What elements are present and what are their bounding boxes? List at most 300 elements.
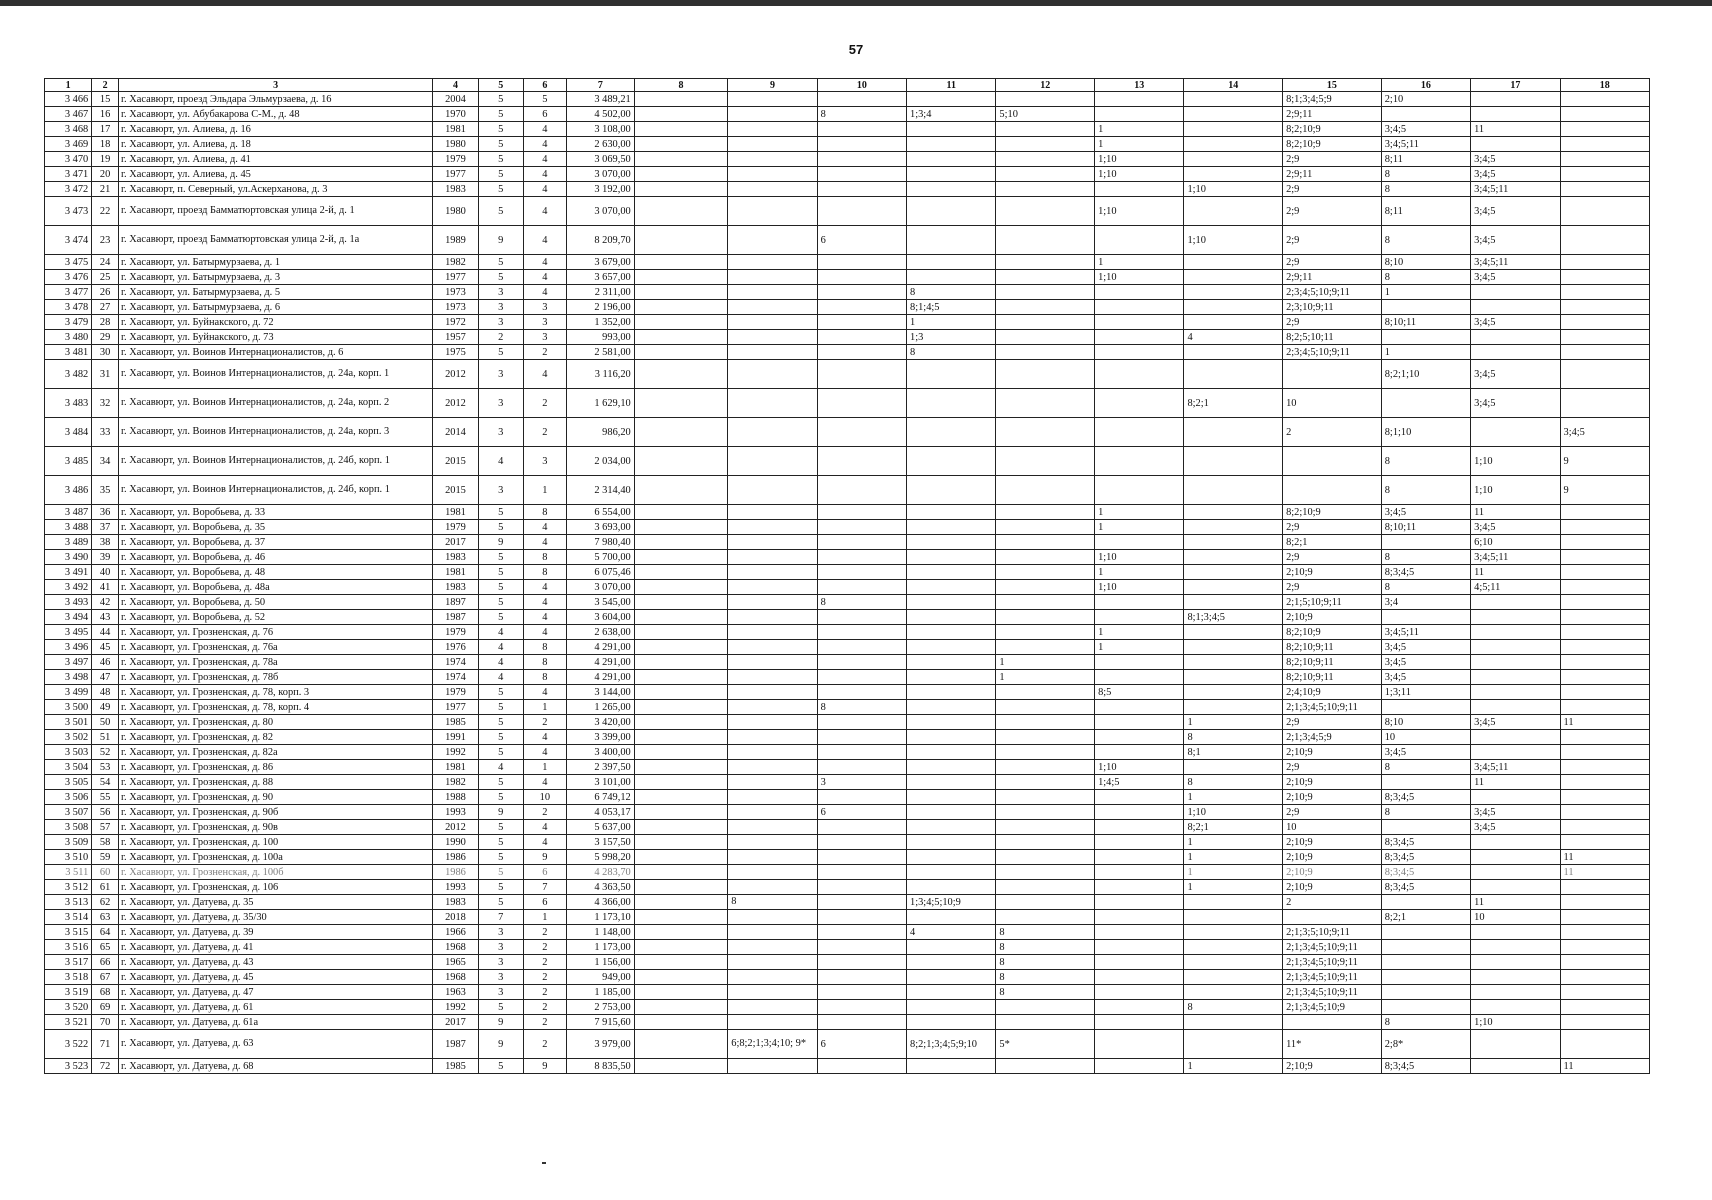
col15-cell: 2;9	[1283, 805, 1382, 820]
floors-cell: 5	[478, 197, 523, 226]
table-row	[45, 182, 1650, 197]
col18-cell	[1560, 940, 1649, 955]
build-year-cell: 2017	[433, 535, 478, 550]
column-header-1: 1	[45, 79, 92, 92]
floors-cell: 5	[478, 715, 523, 730]
col9-cell	[728, 152, 817, 167]
register-number-cell: 3 468	[45, 122, 92, 137]
col16-cell: 8;1;10	[1381, 418, 1470, 447]
col14-cell: 8;1	[1184, 745, 1283, 760]
floors-cell: 7	[478, 910, 523, 925]
col10-cell	[817, 730, 906, 745]
col10-cell: 8	[817, 107, 906, 122]
col15-cell: 10	[1283, 389, 1382, 418]
col15-cell: 2;10;9	[1283, 880, 1382, 895]
col13-cell	[1095, 182, 1184, 197]
scan-artifact-mark	[542, 1162, 546, 1164]
col8-cell	[634, 700, 728, 715]
col15-cell: 2;10;9	[1283, 1059, 1382, 1074]
table-row	[45, 447, 1650, 476]
build-year-cell: 1897	[433, 595, 478, 610]
floors-cell: 5	[478, 790, 523, 805]
col9-cell	[728, 805, 817, 820]
col8-cell	[634, 925, 728, 940]
col12-cell	[996, 535, 1095, 550]
col15-cell: 2;1;3;4;5;9	[1283, 730, 1382, 745]
build-year-cell: 2012	[433, 389, 478, 418]
local-number-cell: 54	[92, 775, 119, 790]
col12-cell: 8	[996, 955, 1095, 970]
col14-cell	[1184, 700, 1283, 715]
table-row	[45, 865, 1650, 880]
column-header-9: 9	[728, 79, 817, 92]
col15-cell: 2;1;3;4;5;10;9;11	[1283, 985, 1382, 1000]
col14-cell: 1;10	[1184, 182, 1283, 197]
register-number-cell: 3 522	[45, 1030, 92, 1059]
col11-cell	[907, 820, 996, 835]
col15-cell: 2;1;3;4;5;10;9;11	[1283, 970, 1382, 985]
table-row	[45, 595, 1650, 610]
col18-cell	[1560, 625, 1649, 640]
col11-cell	[907, 865, 996, 880]
col11-cell: 1;3;4;5;10;9	[907, 895, 996, 910]
local-number-cell: 65	[92, 940, 119, 955]
col9-cell	[728, 418, 817, 447]
local-number-cell: 42	[92, 595, 119, 610]
col14-cell	[1184, 565, 1283, 580]
col17-cell	[1471, 730, 1560, 745]
floors-cell: 3	[478, 970, 523, 985]
area-cell: 8 209,70	[566, 226, 634, 255]
col17-cell	[1471, 940, 1560, 955]
entrances-cell: 4	[523, 745, 566, 760]
table-row	[45, 550, 1650, 565]
col10-cell	[817, 152, 906, 167]
col10-cell	[817, 895, 906, 910]
table-row	[45, 389, 1650, 418]
floors-cell: 3	[478, 300, 523, 315]
address-cell: г. Хасавюрт, ул. Воробьева, д. 33	[118, 505, 432, 520]
col17-cell: 3;4;5	[1471, 270, 1560, 285]
column-header-7: 7	[566, 79, 634, 92]
column-number-header-row	[45, 79, 1650, 92]
col16-cell: 8;10;11	[1381, 315, 1470, 330]
col13-cell: 1;10	[1095, 197, 1184, 226]
col11-cell: 8;1;4;5	[907, 300, 996, 315]
entrances-cell: 2	[523, 985, 566, 1000]
col10-cell: 6	[817, 226, 906, 255]
col9-cell	[728, 300, 817, 315]
col14-cell: 8;2;1	[1184, 820, 1283, 835]
register-number-cell: 3 515	[45, 925, 92, 940]
col11-cell: 4	[907, 925, 996, 940]
local-number-cell: 44	[92, 625, 119, 640]
col16-cell: 3;4;5	[1381, 655, 1470, 670]
col14-cell: 8	[1184, 1000, 1283, 1015]
col8-cell	[634, 197, 728, 226]
column-header-16: 16	[1381, 79, 1470, 92]
col18-cell	[1560, 925, 1649, 940]
col10-cell: 8	[817, 595, 906, 610]
col18-cell	[1560, 1015, 1649, 1030]
register-number-cell: 3 494	[45, 610, 92, 625]
col10-cell	[817, 610, 906, 625]
floors-cell: 3	[478, 418, 523, 447]
address-cell: г. Хасавюрт, ул. Грозненская, д. 78б	[118, 670, 432, 685]
col10-cell	[817, 447, 906, 476]
col14-cell	[1184, 1030, 1283, 1059]
col12-cell	[996, 775, 1095, 790]
col10-cell	[817, 850, 906, 865]
col8-cell	[634, 970, 728, 985]
build-year-cell: 2012	[433, 820, 478, 835]
col13-cell	[1095, 955, 1184, 970]
col13-cell	[1095, 476, 1184, 505]
area-cell: 1 148,00	[566, 925, 634, 940]
register-number-cell: 3 502	[45, 730, 92, 745]
col8-cell	[634, 152, 728, 167]
col15-cell: 2;10;9	[1283, 745, 1382, 760]
entrances-cell: 4	[523, 535, 566, 550]
col9-cell	[728, 610, 817, 625]
col17-cell	[1471, 625, 1560, 640]
col16-cell: 8	[1381, 1015, 1470, 1030]
column-header-18: 18	[1560, 79, 1649, 92]
entrances-cell: 2	[523, 805, 566, 820]
register-number-cell: 3 491	[45, 565, 92, 580]
address-cell: г. Хасавюрт, ул. Грозненская, д. 82а	[118, 745, 432, 760]
local-number-cell: 60	[92, 865, 119, 880]
col8-cell	[634, 389, 728, 418]
entrances-cell: 4	[523, 595, 566, 610]
col17-cell	[1471, 137, 1560, 152]
col14-cell	[1184, 625, 1283, 640]
register-number-cell: 3 476	[45, 270, 92, 285]
col13-cell: 1;10	[1095, 580, 1184, 595]
col10-cell	[817, 790, 906, 805]
entrances-cell: 2	[523, 955, 566, 970]
area-cell: 2 581,00	[566, 345, 634, 360]
entrances-cell: 2	[523, 1000, 566, 1015]
col12-cell	[996, 625, 1095, 640]
col14-cell: 1;10	[1184, 805, 1283, 820]
local-number-cell: 56	[92, 805, 119, 820]
col14-cell	[1184, 655, 1283, 670]
col13-cell	[1095, 1015, 1184, 1030]
col12-cell	[996, 520, 1095, 535]
col18-cell	[1560, 880, 1649, 895]
col12-cell	[996, 850, 1095, 865]
col18-cell: 11	[1560, 865, 1649, 880]
entrances-cell: 6	[523, 895, 566, 910]
local-number-cell: 27	[92, 300, 119, 315]
area-cell: 3 679,00	[566, 255, 634, 270]
area-cell: 1 352,00	[566, 315, 634, 330]
build-year-cell: 1977	[433, 167, 478, 182]
local-number-cell: 52	[92, 745, 119, 760]
entrances-cell: 4	[523, 122, 566, 137]
col11-cell	[907, 550, 996, 565]
col12-cell	[996, 640, 1095, 655]
col12-cell: 8	[996, 940, 1095, 955]
column-header-5: 5	[478, 79, 523, 92]
register-number-cell: 3 497	[45, 655, 92, 670]
local-number-cell: 53	[92, 760, 119, 775]
col15-cell: 2;10;9	[1283, 565, 1382, 580]
table-row	[45, 565, 1650, 580]
entrances-cell: 4	[523, 270, 566, 285]
table-row	[45, 940, 1650, 955]
col8-cell	[634, 595, 728, 610]
col18-cell: 11	[1560, 850, 1649, 865]
col13-cell: 1;4;5	[1095, 775, 1184, 790]
col8-cell	[634, 895, 728, 910]
table-row	[45, 476, 1650, 505]
col13-cell	[1095, 315, 1184, 330]
table-row	[45, 300, 1650, 315]
area-cell: 8 835,50	[566, 1059, 634, 1074]
col12-cell	[996, 505, 1095, 520]
area-cell: 3 108,00	[566, 122, 634, 137]
entrances-cell: 4	[523, 285, 566, 300]
area-cell: 2 196,00	[566, 300, 634, 315]
table-row	[45, 520, 1650, 535]
address-cell: г. Хасавюрт, ул. Воинов Интернационалистов, д. 6	[118, 345, 432, 360]
col17-cell	[1471, 835, 1560, 850]
col10-cell	[817, 330, 906, 345]
local-number-cell: 48	[92, 685, 119, 700]
col18-cell	[1560, 315, 1649, 330]
col15-cell: 2	[1283, 418, 1382, 447]
col18-cell	[1560, 580, 1649, 595]
col8-cell	[634, 790, 728, 805]
col16-cell	[1381, 940, 1470, 955]
col13-cell	[1095, 1059, 1184, 1074]
floors-cell: 5	[478, 167, 523, 182]
col17-cell	[1471, 925, 1560, 940]
col9-cell	[728, 255, 817, 270]
col17-cell	[1471, 745, 1560, 760]
col14-cell	[1184, 360, 1283, 389]
area-cell: 4 291,00	[566, 670, 634, 685]
col16-cell: 2;10	[1381, 92, 1470, 107]
table-row	[45, 255, 1650, 270]
col11-cell	[907, 685, 996, 700]
col18-cell	[1560, 820, 1649, 835]
floors-cell: 5	[478, 182, 523, 197]
area-cell: 1 265,00	[566, 700, 634, 715]
entrances-cell: 4	[523, 625, 566, 640]
col16-cell	[1381, 610, 1470, 625]
local-number-cell: 41	[92, 580, 119, 595]
build-year-cell: 2014	[433, 418, 478, 447]
col16-cell: 8	[1381, 580, 1470, 595]
col13-cell: 1	[1095, 122, 1184, 137]
build-year-cell: 1979	[433, 520, 478, 535]
col15-cell: 2;9	[1283, 580, 1382, 595]
col9-cell	[728, 107, 817, 122]
address-cell: г. Хасавюрт, ул. Грозненская, д. 100б	[118, 865, 432, 880]
col11-cell	[907, 182, 996, 197]
table-row	[45, 760, 1650, 775]
address-cell: г. Хасавюрт, ул. Воробьева, д. 35	[118, 520, 432, 535]
entrances-cell: 4	[523, 255, 566, 270]
col9-cell	[728, 865, 817, 880]
col9-cell	[728, 985, 817, 1000]
col16-cell: 1;3;11	[1381, 685, 1470, 700]
col9-cell	[728, 360, 817, 389]
col13-cell	[1095, 790, 1184, 805]
col17-cell	[1471, 330, 1560, 345]
build-year-cell: 2012	[433, 360, 478, 389]
floors-cell: 5	[478, 865, 523, 880]
col11-cell: 8	[907, 285, 996, 300]
floors-cell: 5	[478, 610, 523, 625]
col18-cell	[1560, 92, 1649, 107]
col8-cell	[634, 745, 728, 760]
area-cell: 3 070,00	[566, 197, 634, 226]
address-cell: г. Хасавюрт, ул. Воробьева, д. 50	[118, 595, 432, 610]
register-number-cell: 3 472	[45, 182, 92, 197]
col13-cell	[1095, 865, 1184, 880]
column-header-12: 12	[996, 79, 1095, 92]
entrances-cell: 2	[523, 970, 566, 985]
floors-cell: 5	[478, 345, 523, 360]
address-cell: г. Хасавюрт, ул. Грозненская, д. 90	[118, 790, 432, 805]
col8-cell	[634, 715, 728, 730]
table-row	[45, 137, 1650, 152]
table-body	[45, 92, 1650, 1074]
col12-cell	[996, 835, 1095, 850]
address-cell: г. Хасавюрт, ул. Грозненская, д. 82	[118, 730, 432, 745]
col18-cell	[1560, 285, 1649, 300]
col15-cell: 8;2;10;9	[1283, 137, 1382, 152]
floors-cell: 2	[478, 330, 523, 345]
col11-cell	[907, 745, 996, 760]
col14-cell	[1184, 315, 1283, 330]
col12-cell	[996, 550, 1095, 565]
col13-cell	[1095, 285, 1184, 300]
local-number-cell: 39	[92, 550, 119, 565]
col14-cell: 1	[1184, 715, 1283, 730]
col16-cell: 8;11	[1381, 152, 1470, 167]
local-number-cell: 22	[92, 197, 119, 226]
col10-cell	[817, 760, 906, 775]
table-row	[45, 197, 1650, 226]
floors-cell: 5	[478, 745, 523, 760]
local-number-cell: 71	[92, 1030, 119, 1059]
table-row	[45, 730, 1650, 745]
col17-cell: 6;10	[1471, 535, 1560, 550]
col14-cell: 8	[1184, 775, 1283, 790]
col18-cell	[1560, 610, 1649, 625]
col15-cell: 11*	[1283, 1030, 1382, 1059]
col16-cell: 8	[1381, 167, 1470, 182]
area-cell: 1 629,10	[566, 389, 634, 418]
col17-cell: 1;10	[1471, 447, 1560, 476]
col14-cell	[1184, 447, 1283, 476]
col11-cell	[907, 197, 996, 226]
floors-cell: 5	[478, 700, 523, 715]
floors-cell: 9	[478, 535, 523, 550]
col11-cell	[907, 535, 996, 550]
table-row	[45, 107, 1650, 122]
col8-cell	[634, 820, 728, 835]
build-year-cell: 1972	[433, 315, 478, 330]
col17-cell: 3;4;5	[1471, 360, 1560, 389]
col8-cell	[634, 122, 728, 137]
col12-cell	[996, 910, 1095, 925]
housing-register-table	[44, 78, 1650, 1074]
table-row	[45, 805, 1650, 820]
col8-cell	[634, 1030, 728, 1059]
col11-cell: 8;2;1;3;4;5;9;10	[907, 1030, 996, 1059]
col9-cell: 8	[728, 895, 817, 910]
address-cell: г. Хасавюрт, ул. Грозненская, д. 78, корп. 4	[118, 700, 432, 715]
area-cell: 3 979,00	[566, 1030, 634, 1059]
table-row	[45, 655, 1650, 670]
col11-cell	[907, 940, 996, 955]
col18-cell	[1560, 535, 1649, 550]
col14-cell: 1	[1184, 865, 1283, 880]
col8-cell	[634, 565, 728, 580]
col8-cell	[634, 505, 728, 520]
col13-cell: 1;10	[1095, 152, 1184, 167]
col12-cell	[996, 805, 1095, 820]
floors-cell: 5	[478, 595, 523, 610]
col14-cell: 4	[1184, 330, 1283, 345]
col12-cell	[996, 476, 1095, 505]
col10-cell	[817, 985, 906, 1000]
entrances-cell: 2	[523, 389, 566, 418]
col17-cell: 3;4;5	[1471, 820, 1560, 835]
col16-cell: 8;3;4;5	[1381, 850, 1470, 865]
col13-cell: 1	[1095, 505, 1184, 520]
col18-cell	[1560, 137, 1649, 152]
floors-cell: 5	[478, 685, 523, 700]
col10-cell	[817, 550, 906, 565]
table-row	[45, 360, 1650, 389]
col15-cell: 8;1;3;4;5;9	[1283, 92, 1382, 107]
register-number-cell: 3 487	[45, 505, 92, 520]
area-cell: 4 366,00	[566, 895, 634, 910]
col16-cell: 8;10;11	[1381, 520, 1470, 535]
col18-cell	[1560, 360, 1649, 389]
entrances-cell: 8	[523, 505, 566, 520]
table-row	[45, 580, 1650, 595]
col16-cell: 8;3;4;5	[1381, 865, 1470, 880]
address-cell: г. Хасавюрт, ул. Грозненская, д. 76а	[118, 640, 432, 655]
col13-cell	[1095, 805, 1184, 820]
col13-cell	[1095, 1000, 1184, 1015]
col13-cell	[1095, 970, 1184, 985]
col15-cell: 2;3;4;5;10;9;11	[1283, 345, 1382, 360]
col14-cell	[1184, 505, 1283, 520]
col13-cell: 8;5	[1095, 685, 1184, 700]
col15-cell: 2;9;11	[1283, 167, 1382, 182]
col9-cell	[728, 1059, 817, 1074]
build-year-cell: 1981	[433, 760, 478, 775]
register-number-cell: 3 506	[45, 790, 92, 805]
col11-cell	[907, 167, 996, 182]
register-number-cell: 3 488	[45, 520, 92, 535]
col18-cell	[1560, 745, 1649, 760]
col9-cell	[728, 685, 817, 700]
entrances-cell: 6	[523, 107, 566, 122]
register-number-cell: 3 521	[45, 1015, 92, 1030]
col13-cell	[1095, 730, 1184, 745]
local-number-cell: 16	[92, 107, 119, 122]
